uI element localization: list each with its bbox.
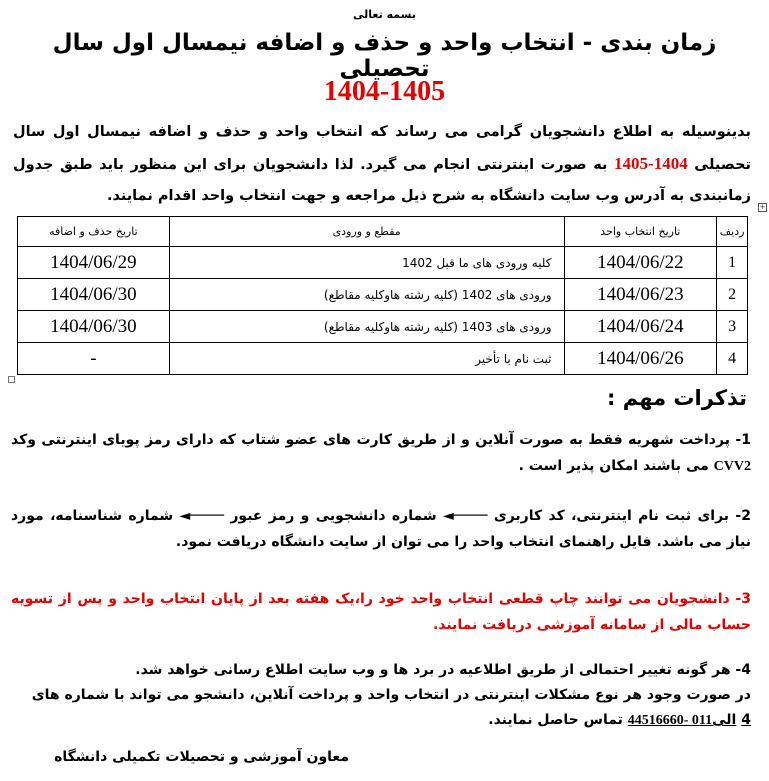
note-4-line-1: 4- هر گونه تغییر احتمالی از طریق اطلاعیه در برد ها و وب سایت اطلاع رسانی خواهد شد. — [135, 662, 751, 678]
group: ورودی های 1402 (کلیه رشته هاوکلیه مقاطع) — [169, 279, 564, 311]
header-group: مقطع و ورودی — [169, 217, 564, 247]
intro-text-1: بدینوسیله به اطلاع دانشجویان گرامی می رساند که انتخاب واحد و حذف و اضافه نیمسال اول سال تحصیلی — [13, 124, 751, 173]
row-number: 3 — [717, 311, 748, 343]
add-drop-date: 1404/06/30 — [18, 279, 170, 311]
header-add-drop-date: تاریخ حذف و اضافه — [18, 217, 170, 247]
group: ورودی های 1403 (کلیه رشته هاوکلیه مقاطع) — [169, 311, 564, 343]
note-4 — [11, 658, 751, 733]
note-2-part-3: شماره شناسنامه، مورد نیاز می باشد. فایل راهنمای انتخاب واحد را می توان از سایت دانشگاه دریافت نمود. — [11, 508, 751, 550]
table-header-row — [18, 217, 748, 247]
selection-date: 1404/06/23 — [564, 279, 717, 311]
intro-paragraph — [13, 117, 751, 212]
note-1-code: CVV2 — [713, 459, 751, 474]
selection-date: 1404/06/26 — [564, 343, 717, 375]
note-3: 3- دانشجویان می توانند چاپ قطعی انتخاب واحد خود را،یک هفته بعد از پایان انتخاب واحد و پس از تسویه حساب مالی از سامانه آموزشی دریافت نمایند. — [11, 591, 751, 633]
table-row — [18, 279, 748, 311]
phone-number: 44516660- 011 — [627, 713, 713, 728]
note-4-line-3 — [11, 708, 751, 733]
add-drop-date: - — [18, 343, 170, 375]
note-2 — [11, 503, 751, 555]
note-1-text: 1- پرداخت شهریه فقط به صورت آنلاین و از طریق کارت های عضو شتاب که دارای رمز پویای اینترنتی وکد — [11, 432, 751, 448]
group: کلیه ورودی های ما قبل 1402 — [169, 247, 564, 279]
note-4-number-end: 4 — [741, 712, 751, 728]
table-row — [18, 311, 748, 343]
resize-handle-icon[interactable] — [8, 376, 15, 383]
row-number: 1 — [717, 247, 748, 279]
header-selection-date: تاریخ انتخاب واحد — [564, 217, 717, 247]
note-4-tail: تماس حاصل نمایند. — [488, 712, 623, 728]
notes-heading: تذکرات مهم : — [607, 386, 747, 410]
note-4-range-word: الی — [712, 712, 737, 728]
selection-date: 1404/06/24 — [564, 311, 717, 343]
group: ثبت نام با تأخیر — [169, 343, 564, 375]
table-row — [18, 343, 748, 375]
header-row-number: ردیف — [717, 217, 748, 247]
selection-date: 1404/06/22 — [564, 247, 717, 279]
table-row — [18, 247, 748, 279]
row-number: 2 — [717, 279, 748, 311]
schedule-table — [17, 216, 748, 375]
academic-year: 1404-1405 — [323, 76, 446, 107]
note-4-line-2: در صورت وجود هر نوع مشکلات اینترنتی در انتخاب واحد و پرداخت آنلاین، دانشجو می تواند با شماره های — [31, 687, 751, 703]
note-2-part-2: شماره دانشجویی و رمز عبور — [230, 508, 437, 524]
note-1-tail: می باشند امکان پذیر است . — [518, 458, 709, 474]
page-title: زمان بندی - انتخاب واحد و حذف و اضافه نیمسال اول سال تحصیلی — [52, 30, 717, 82]
note-2-part-1: 2- برای ثبت نام اینترنتی، کد کاربری — [493, 508, 751, 524]
footer-signature: معاون آموزشی و تحصیلات تکمیلی دانشگاه — [54, 749, 349, 765]
move-handle-icon[interactable]: + — [759, 203, 766, 211]
intro-text-2: به صورت اینترنتی انجام می گیرد. لذا دانشجویان برای این منظور باید طبق جدول زمانبندی به آدرس وب سایت دانشگاه به شرح ذیل مراجعه و جهت انتخاب واحد اقدام نمایند. — [13, 157, 751, 204]
arrow-left-icon: ◄──── — [179, 508, 224, 524]
row-number: 4 — [717, 343, 748, 375]
arrow-left-icon: ◄──── — [443, 508, 488, 524]
bismillah-header: بسمه تعالی — [353, 8, 416, 21]
add-drop-date: 1404/06/30 — [18, 311, 170, 343]
note-1 — [11, 427, 751, 480]
intro-year: 1404-1405 — [614, 154, 688, 173]
add-drop-date: 1404/06/29 — [18, 247, 170, 279]
